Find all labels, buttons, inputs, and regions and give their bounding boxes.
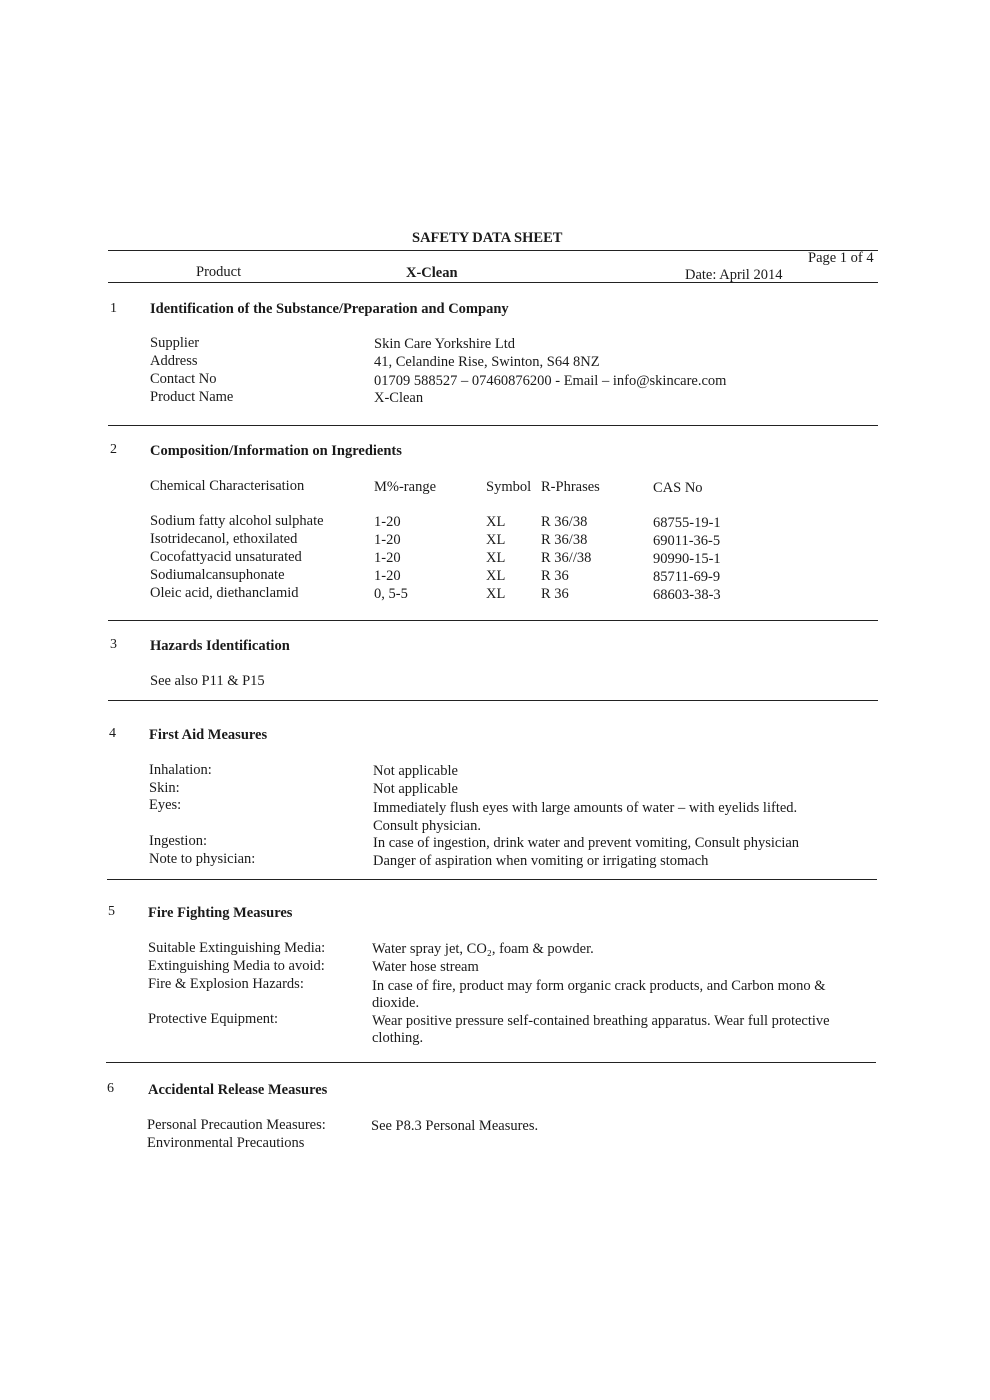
field-label: Personal Precaution Measures: <box>147 1117 326 1133</box>
field-value: Skin Care Yorkshire Ltd <box>374 336 515 352</box>
column-header: Chemical Characterisation <box>150 478 305 494</box>
table-cell: Sodium fatty alcohol sulphate <box>150 513 324 529</box>
divider <box>108 700 878 701</box>
field-value: In case of ingestion, drink water and prevent vomiting, Consult physician <box>373 835 800 851</box>
table-cell: Isotridecanol, ethoxilated <box>150 531 298 547</box>
table-cell: 68755-19-1 <box>653 515 721 531</box>
field-label: Ingestion: <box>149 833 207 849</box>
divider <box>108 250 878 251</box>
column-header: R-Phrases <box>541 479 600 495</box>
table-cell: XL <box>486 568 506 584</box>
section-title: Accidental Release Measures <box>148 1082 328 1098</box>
divider <box>108 282 878 283</box>
field-label: Note to physician: <box>149 851 256 867</box>
table-cell: XL <box>486 550 506 566</box>
table-cell: Sodiumalcansuphonate <box>150 567 285 583</box>
table-cell: 69011-36-5 <box>653 533 721 549</box>
field-label: Suitable Extinguishing Media: <box>148 940 326 956</box>
field-label: Extinguishing Media to avoid: <box>148 958 325 974</box>
divider <box>107 879 877 880</box>
document-date: Date: April 2014 <box>685 267 783 283</box>
field-value: 41, Celandine Rise, Swinton, S64 8NZ <box>374 354 600 370</box>
section-text: See also P11 & P15 <box>150 673 265 689</box>
field-value: Water spray jet, CO₂, foam & powder. <box>372 941 594 957</box>
table-cell: 68603-38-3 <box>653 587 721 603</box>
table-cell: XL <box>486 586 506 602</box>
field-label: Skin: <box>149 780 180 796</box>
product-name: X-Clean <box>406 265 458 281</box>
field-label: Fire & Explosion Hazards: <box>148 976 304 992</box>
document-title: SAFETY DATA SHEET <box>412 230 563 246</box>
product-label: Product <box>196 264 242 280</box>
field-value: Danger of aspiration when vomiting or irrigating stomach <box>373 853 709 869</box>
table-cell: 1-20 <box>374 550 401 566</box>
section-number: 2 <box>110 442 117 457</box>
field-label: Environmental Precautions <box>147 1135 305 1151</box>
column-header: Symbol <box>486 479 532 495</box>
section-title: Fire Fighting Measures <box>148 905 293 921</box>
field-label: Inhalation: <box>149 762 212 778</box>
section-number: 1 <box>110 301 117 316</box>
table-cell: 1-20 <box>374 514 401 530</box>
field-label: Eyes: <box>149 797 182 813</box>
field-value: Not applicable <box>373 781 458 797</box>
table-cell: 0, 5-5 <box>374 586 408 602</box>
field-value: See P8.3 Personal Measures. <box>371 1118 539 1134</box>
section-number: 3 <box>110 637 117 652</box>
table-cell: R 36//38 <box>541 550 592 566</box>
divider <box>106 1062 876 1063</box>
field-value: In case of fire, product may form organic crack products, and Carbon mono & dioxide. <box>372 978 826 1011</box>
field-value: Water hose stream <box>372 959 479 975</box>
table-cell: 90990-15-1 <box>653 551 721 567</box>
field-value: Not applicable <box>373 763 458 779</box>
table-cell: 1-20 <box>374 532 401 548</box>
field-label: Address <box>150 353 198 369</box>
divider <box>108 425 878 426</box>
field-label: Supplier <box>150 335 200 351</box>
section-title: Identification of the Substance/Preparation and Company <box>150 301 509 317</box>
section-title: Composition/Information on Ingredients <box>150 443 402 459</box>
table-cell: 85711-69-9 <box>653 569 721 585</box>
field-label: Product Name <box>150 389 234 405</box>
section-number: 4 <box>109 726 116 741</box>
table-cell: XL <box>486 514 506 530</box>
field-value: Wear positive pressure self-contained breathing apparatus. Wear full protective clothing. <box>372 1013 830 1046</box>
divider <box>108 620 878 621</box>
section-title: First Aid Measures <box>149 727 268 743</box>
table-cell: R 36 <box>541 586 569 602</box>
table-cell: XL <box>486 532 506 548</box>
field-label: Protective Equipment: <box>148 1011 279 1027</box>
table-cell: R 36 <box>541 568 569 584</box>
field-value: X-Clean <box>374 390 424 406</box>
column-header: CAS No <box>653 480 703 496</box>
field-label: Contact No <box>150 371 217 387</box>
table-cell: 1-20 <box>374 568 401 584</box>
field-value: Immediately flush eyes with large amounts of water – with eyelids lifted. Consult physician. <box>373 800 798 834</box>
section-number: 5 <box>108 904 115 919</box>
column-header: M%-range <box>374 479 437 495</box>
page-number: Page 1 of 4 <box>808 250 874 266</box>
section-number: 6 <box>107 1081 114 1096</box>
field-value: 01709 588527 – 07460876200 - Email – info@skincare.com <box>374 373 727 389</box>
table-cell: R 36/38 <box>541 532 588 548</box>
table-cell: R 36/38 <box>541 514 588 530</box>
section-title: Hazards Identification <box>150 638 290 654</box>
table-cell: Cocofattyacid unsaturated <box>150 549 302 565</box>
table-cell: Oleic acid, diethanclamid <box>150 585 299 601</box>
